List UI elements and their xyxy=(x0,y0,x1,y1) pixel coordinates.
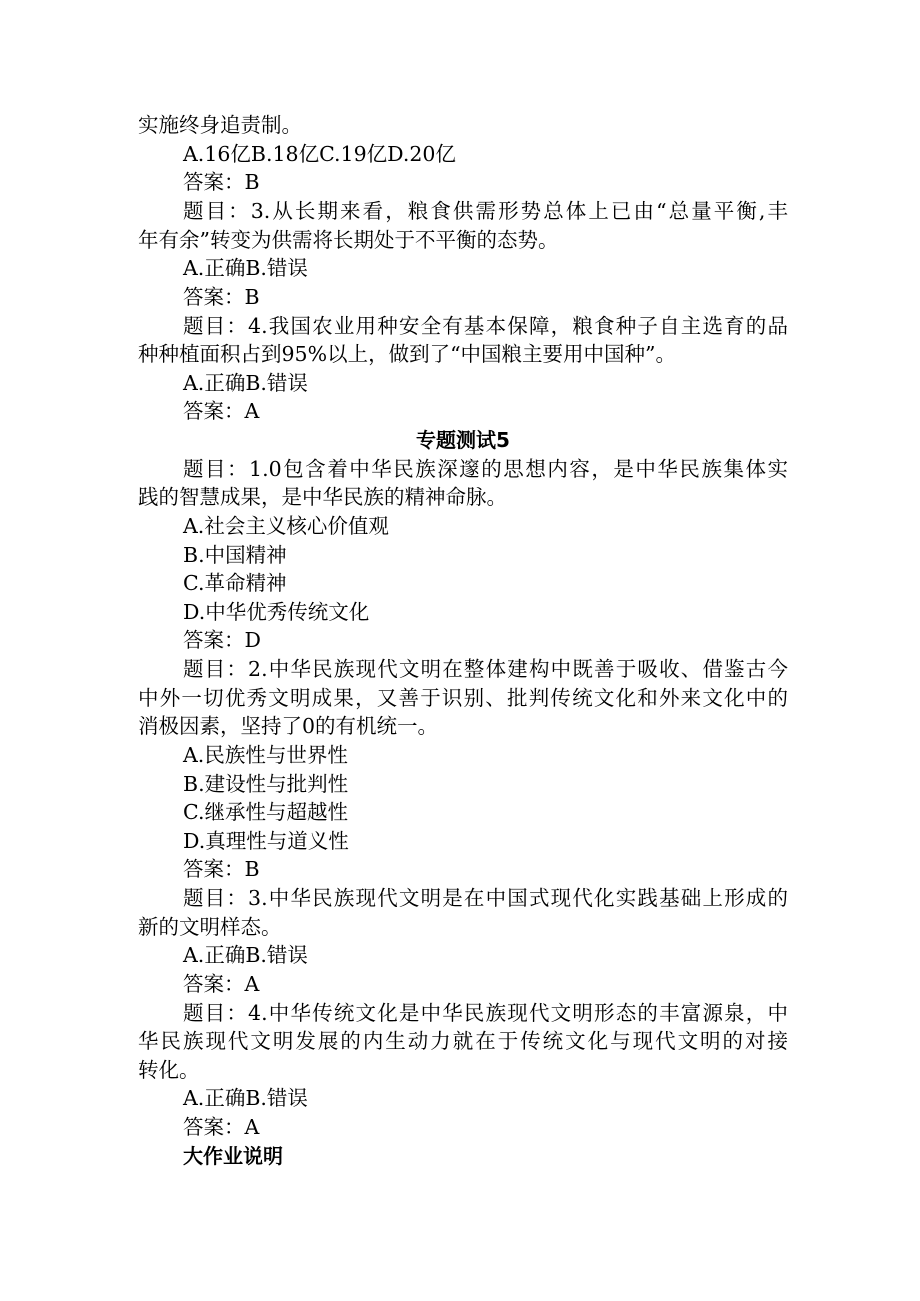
option-line: A.民族性与世界性 xyxy=(183,743,348,767)
question-text-line: 新的文明样态。 xyxy=(138,915,282,939)
answer-line: 答案：D xyxy=(183,628,261,652)
section-heading: 专题测试5 xyxy=(416,428,510,452)
subsection-heading: 大作业说明 xyxy=(183,1144,283,1168)
question-text-line: 题目：1.0包含着中华民族深邃的思想内容，是中华民族集体实 xyxy=(183,457,788,481)
option-line: B.中国精神 xyxy=(183,543,287,567)
option-line: D.真理性与道义性 xyxy=(183,829,349,853)
option-line: A.社会主义核心价值观 xyxy=(183,514,389,538)
question-text-line: 题目：4.我国农业用种安全有基本保障，粮食种子自主选育的品 xyxy=(183,314,788,338)
answer-line: 答案：A xyxy=(183,972,260,996)
question-text-line: 年有余”转变为供需将长期处于不平衡的态势。 xyxy=(138,228,559,252)
option-line: A.正确B.错误 xyxy=(183,1086,308,1110)
answer-line: 答案：A xyxy=(183,399,260,423)
option-line: A.16亿B.18亿C.19亿D.20亿 xyxy=(183,142,456,166)
answer-line: 答案：A xyxy=(183,1115,260,1139)
option-line: A.正确B.错误 xyxy=(183,943,308,967)
question-text-line: 种种植面积占到95%以上，做到了“中国粮主要用中国种”。 xyxy=(138,342,677,366)
question-text-line: 题目：3.从长期来看，粮食供需形势总体上已由“总量平衡,丰 xyxy=(183,199,788,223)
option-line: C.革命精神 xyxy=(183,571,287,595)
option-line: D.中华优秀传统文化 xyxy=(183,600,370,624)
question-text-line: 实施终身追责制。 xyxy=(138,113,302,137)
option-line: B.建设性与批判性 xyxy=(183,772,349,796)
question-text-line: 中外一切优秀文明成果，又善于识别、批判传统文化和外来文化中的 xyxy=(138,686,788,710)
answer-line: 答案：B xyxy=(183,857,260,881)
question-text-line: 消极因素，坚持了0的有机统一。 xyxy=(138,714,439,738)
question-text-line: 华民族现代文明发展的内生动力就在于传统文化与现代文明的对接 xyxy=(138,1029,788,1053)
question-text-line: 转化。 xyxy=(138,1058,200,1082)
option-line: C.继承性与超越性 xyxy=(183,800,348,824)
question-text-line: 题目：3.中华民族现代文明是在中国式现代化实践基础上形成的 xyxy=(183,886,788,910)
question-text-line: 题目：2.中华民族现代文明在整体建构中既善于吸收、借鉴古今 xyxy=(183,657,788,681)
question-text-line: 题目：4.中华传统文化是中华民族现代文明形态的丰富源泉，中 xyxy=(183,1001,788,1025)
option-line: A.正确B.错误 xyxy=(183,256,308,280)
answer-line: 答案：B xyxy=(183,170,260,194)
question-text-line: 践的智慧成果，是中华民族的精神命脉。 xyxy=(138,485,507,509)
option-line: A.正确B.错误 xyxy=(183,371,308,395)
answer-line: 答案：B xyxy=(183,285,260,309)
